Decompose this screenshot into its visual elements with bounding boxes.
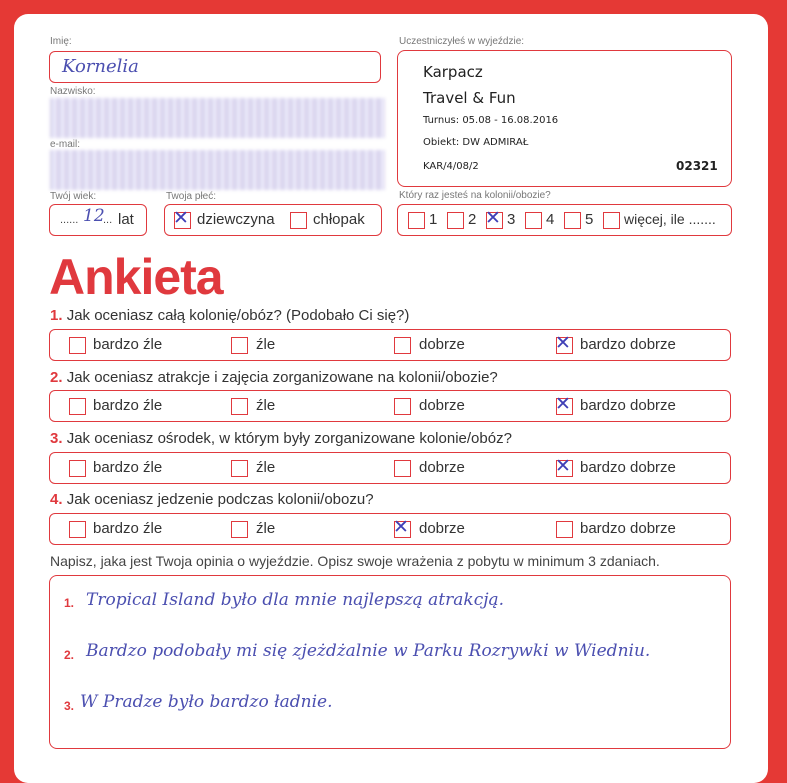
q2-option-very-good: bardzo dobrze xyxy=(580,397,676,414)
age-dots-left: ...... xyxy=(60,214,79,226)
age-dots-right: ... xyxy=(103,214,113,226)
check-mark-icon: ✕ xyxy=(555,332,571,354)
opinion-prompt: Napisz, jaka jest Twoja opinia o wyjeździe. Opisz swoje wrażenia z pobytu w minimum 3 zdaniach. xyxy=(50,553,660,569)
name-field[interactable] xyxy=(49,51,381,83)
check-mark-icon: ✕ xyxy=(555,455,571,477)
camp-count-checkbox-4[interactable] xyxy=(525,212,542,229)
gender-checkbox-girl[interactable] xyxy=(173,207,191,229)
opinion-line-3-number: 3. xyxy=(64,699,75,713)
question-number: 2. xyxy=(50,369,63,386)
email-label: e-mail: xyxy=(50,139,81,150)
q3-option-very-good: bardzo dobrze xyxy=(580,459,676,476)
q2-checkbox-very-good[interactable] xyxy=(555,393,573,415)
q2-option-bad: źle xyxy=(256,397,276,414)
q3-option-bad: źle xyxy=(256,459,276,476)
q4-option-very-good: bardzo dobrze xyxy=(580,520,676,537)
gender-option-boy: chłopak xyxy=(313,211,365,228)
q2-option-good: dobrze xyxy=(419,397,465,414)
q1-option-bad: źle xyxy=(256,336,276,353)
camp-count-label: Który raz jesteś na kolonii/obozie? xyxy=(399,190,551,201)
q1-option-very-good: bardzo dobrze xyxy=(580,336,676,353)
camp-count-checkbox-5[interactable] xyxy=(564,212,581,229)
q3-checkbox-good[interactable] xyxy=(394,460,411,477)
q2-option-very-bad: bardzo źle xyxy=(93,397,163,414)
q4-option-very-bad: bardzo źle xyxy=(93,520,163,537)
surname-label: Nazwisko: xyxy=(50,86,96,97)
trip-code: KAR/4/08/2 xyxy=(423,161,479,172)
q2-checkbox-very-bad[interactable] xyxy=(69,398,86,415)
question-2 xyxy=(50,369,498,386)
age-label: Twój wiek: xyxy=(50,191,97,202)
q3-checkbox-very-bad[interactable] xyxy=(69,460,86,477)
q4-checkbox-good[interactable] xyxy=(393,516,411,538)
question-1-answers xyxy=(49,329,731,361)
camp-count-option-3: 3 xyxy=(507,211,516,228)
q1-option-good: dobrze xyxy=(419,336,465,353)
opinion-line-2: Bardzo podobały mi się zjeżdżalnie w Parku Rozrywki w Wiedniu. xyxy=(86,641,651,661)
age-unit: lat xyxy=(118,211,134,228)
question-text: Jak oceniasz atrakcje i zajęcia zorganizowane na kolonii/obozie? xyxy=(66,369,498,386)
question-3-answers xyxy=(49,452,731,484)
gender-label: Twoja płeć: xyxy=(166,191,217,202)
opinion-line-2-number: 2. xyxy=(64,648,75,662)
question-text: Jak oceniasz całą kolonię/obóz? (Podobało Ci się?) xyxy=(66,307,410,324)
turnus-value: 05.08 - 16.08.2016 xyxy=(462,115,559,126)
obiekt-value: DW ADMIRAŁ xyxy=(462,137,529,148)
surname-redacted xyxy=(50,98,385,138)
trip-number: 02321 xyxy=(676,159,718,173)
check-mark-icon: ✕ xyxy=(485,207,501,229)
q1-checkbox-very-bad[interactable] xyxy=(69,337,86,354)
obiekt-label: Obiekt: xyxy=(423,137,460,148)
gender-checkbox-boy[interactable] xyxy=(290,212,307,229)
trip-company: Travel & Fun xyxy=(423,89,516,107)
question-number: 3. xyxy=(50,430,63,447)
trip-info-box xyxy=(397,50,732,187)
survey-title: Ankieta xyxy=(49,249,223,305)
camp-count-checkbox-1[interactable] xyxy=(408,212,425,229)
check-mark-icon: ✕ xyxy=(555,393,571,415)
q1-checkbox-bad[interactable] xyxy=(231,337,248,354)
trip-destination: Karpacz xyxy=(423,63,483,81)
q4-checkbox-very-bad[interactable] xyxy=(69,521,86,538)
gender-option-girl: dziewczyna xyxy=(197,211,275,228)
question-number: 1. xyxy=(50,307,63,324)
age-field[interactable] xyxy=(49,204,147,236)
q2-checkbox-bad[interactable] xyxy=(231,398,248,415)
camp-count-option-5: 5 xyxy=(585,211,594,228)
question-text: Jak oceniasz ośrodek, w którym były zorganizowane kolonie/obóz? xyxy=(66,430,512,447)
q2-checkbox-good[interactable] xyxy=(394,398,411,415)
q4-checkbox-very-good[interactable] xyxy=(556,521,573,538)
q1-checkbox-very-good[interactable] xyxy=(555,332,573,354)
camp-count-option-more: więcej, ile ....... xyxy=(624,211,716,227)
q3-option-very-bad: bardzo źle xyxy=(93,459,163,476)
age-value: 12 xyxy=(83,206,105,226)
q4-checkbox-bad[interactable] xyxy=(231,521,248,538)
name-label: Imię: xyxy=(50,36,72,47)
camp-count-option-1: 1 xyxy=(429,211,438,228)
question-2-answers xyxy=(49,390,731,422)
trip-label: Uczestniczyłeś w wyjeździe: xyxy=(399,36,525,47)
gender-field xyxy=(164,204,382,236)
check-mark-icon: ✕ xyxy=(393,516,409,538)
q1-checkbox-good[interactable] xyxy=(394,337,411,354)
q4-option-good: dobrze xyxy=(419,520,465,537)
camp-count-option-2: 2 xyxy=(468,211,477,228)
email-redacted xyxy=(50,150,385,190)
camp-count-checkbox-more[interactable] xyxy=(603,212,620,229)
q4-option-bad: źle xyxy=(256,520,276,537)
question-4 xyxy=(50,491,374,508)
question-3 xyxy=(50,430,512,447)
q1-option-very-bad: bardzo źle xyxy=(93,336,163,353)
question-1 xyxy=(50,307,409,324)
camp-count-field xyxy=(397,204,732,236)
check-mark-icon: ✕ xyxy=(173,207,189,229)
q3-checkbox-very-good[interactable] xyxy=(555,455,573,477)
opinion-line-3: W Pradze było bardzo ładnie. xyxy=(80,692,333,712)
camp-count-checkbox-3[interactable] xyxy=(485,207,503,229)
question-text: Jak oceniasz jedzenie podczas kolonii/obozu? xyxy=(66,491,374,508)
camp-count-checkbox-2[interactable] xyxy=(447,212,464,229)
camp-count-option-4: 4 xyxy=(546,211,555,228)
turnus-label: Turnus: xyxy=(423,115,460,126)
question-number: 4. xyxy=(50,491,63,508)
q3-option-good: dobrze xyxy=(419,459,465,476)
q3-checkbox-bad[interactable] xyxy=(231,460,248,477)
opinion-line-1: Tropical Island było dla mnie najlepszą atrakcją. xyxy=(86,590,505,610)
opinion-line-1-number: 1. xyxy=(64,596,75,610)
question-4-answers xyxy=(49,513,731,545)
name-value: Kornelia xyxy=(62,56,139,77)
